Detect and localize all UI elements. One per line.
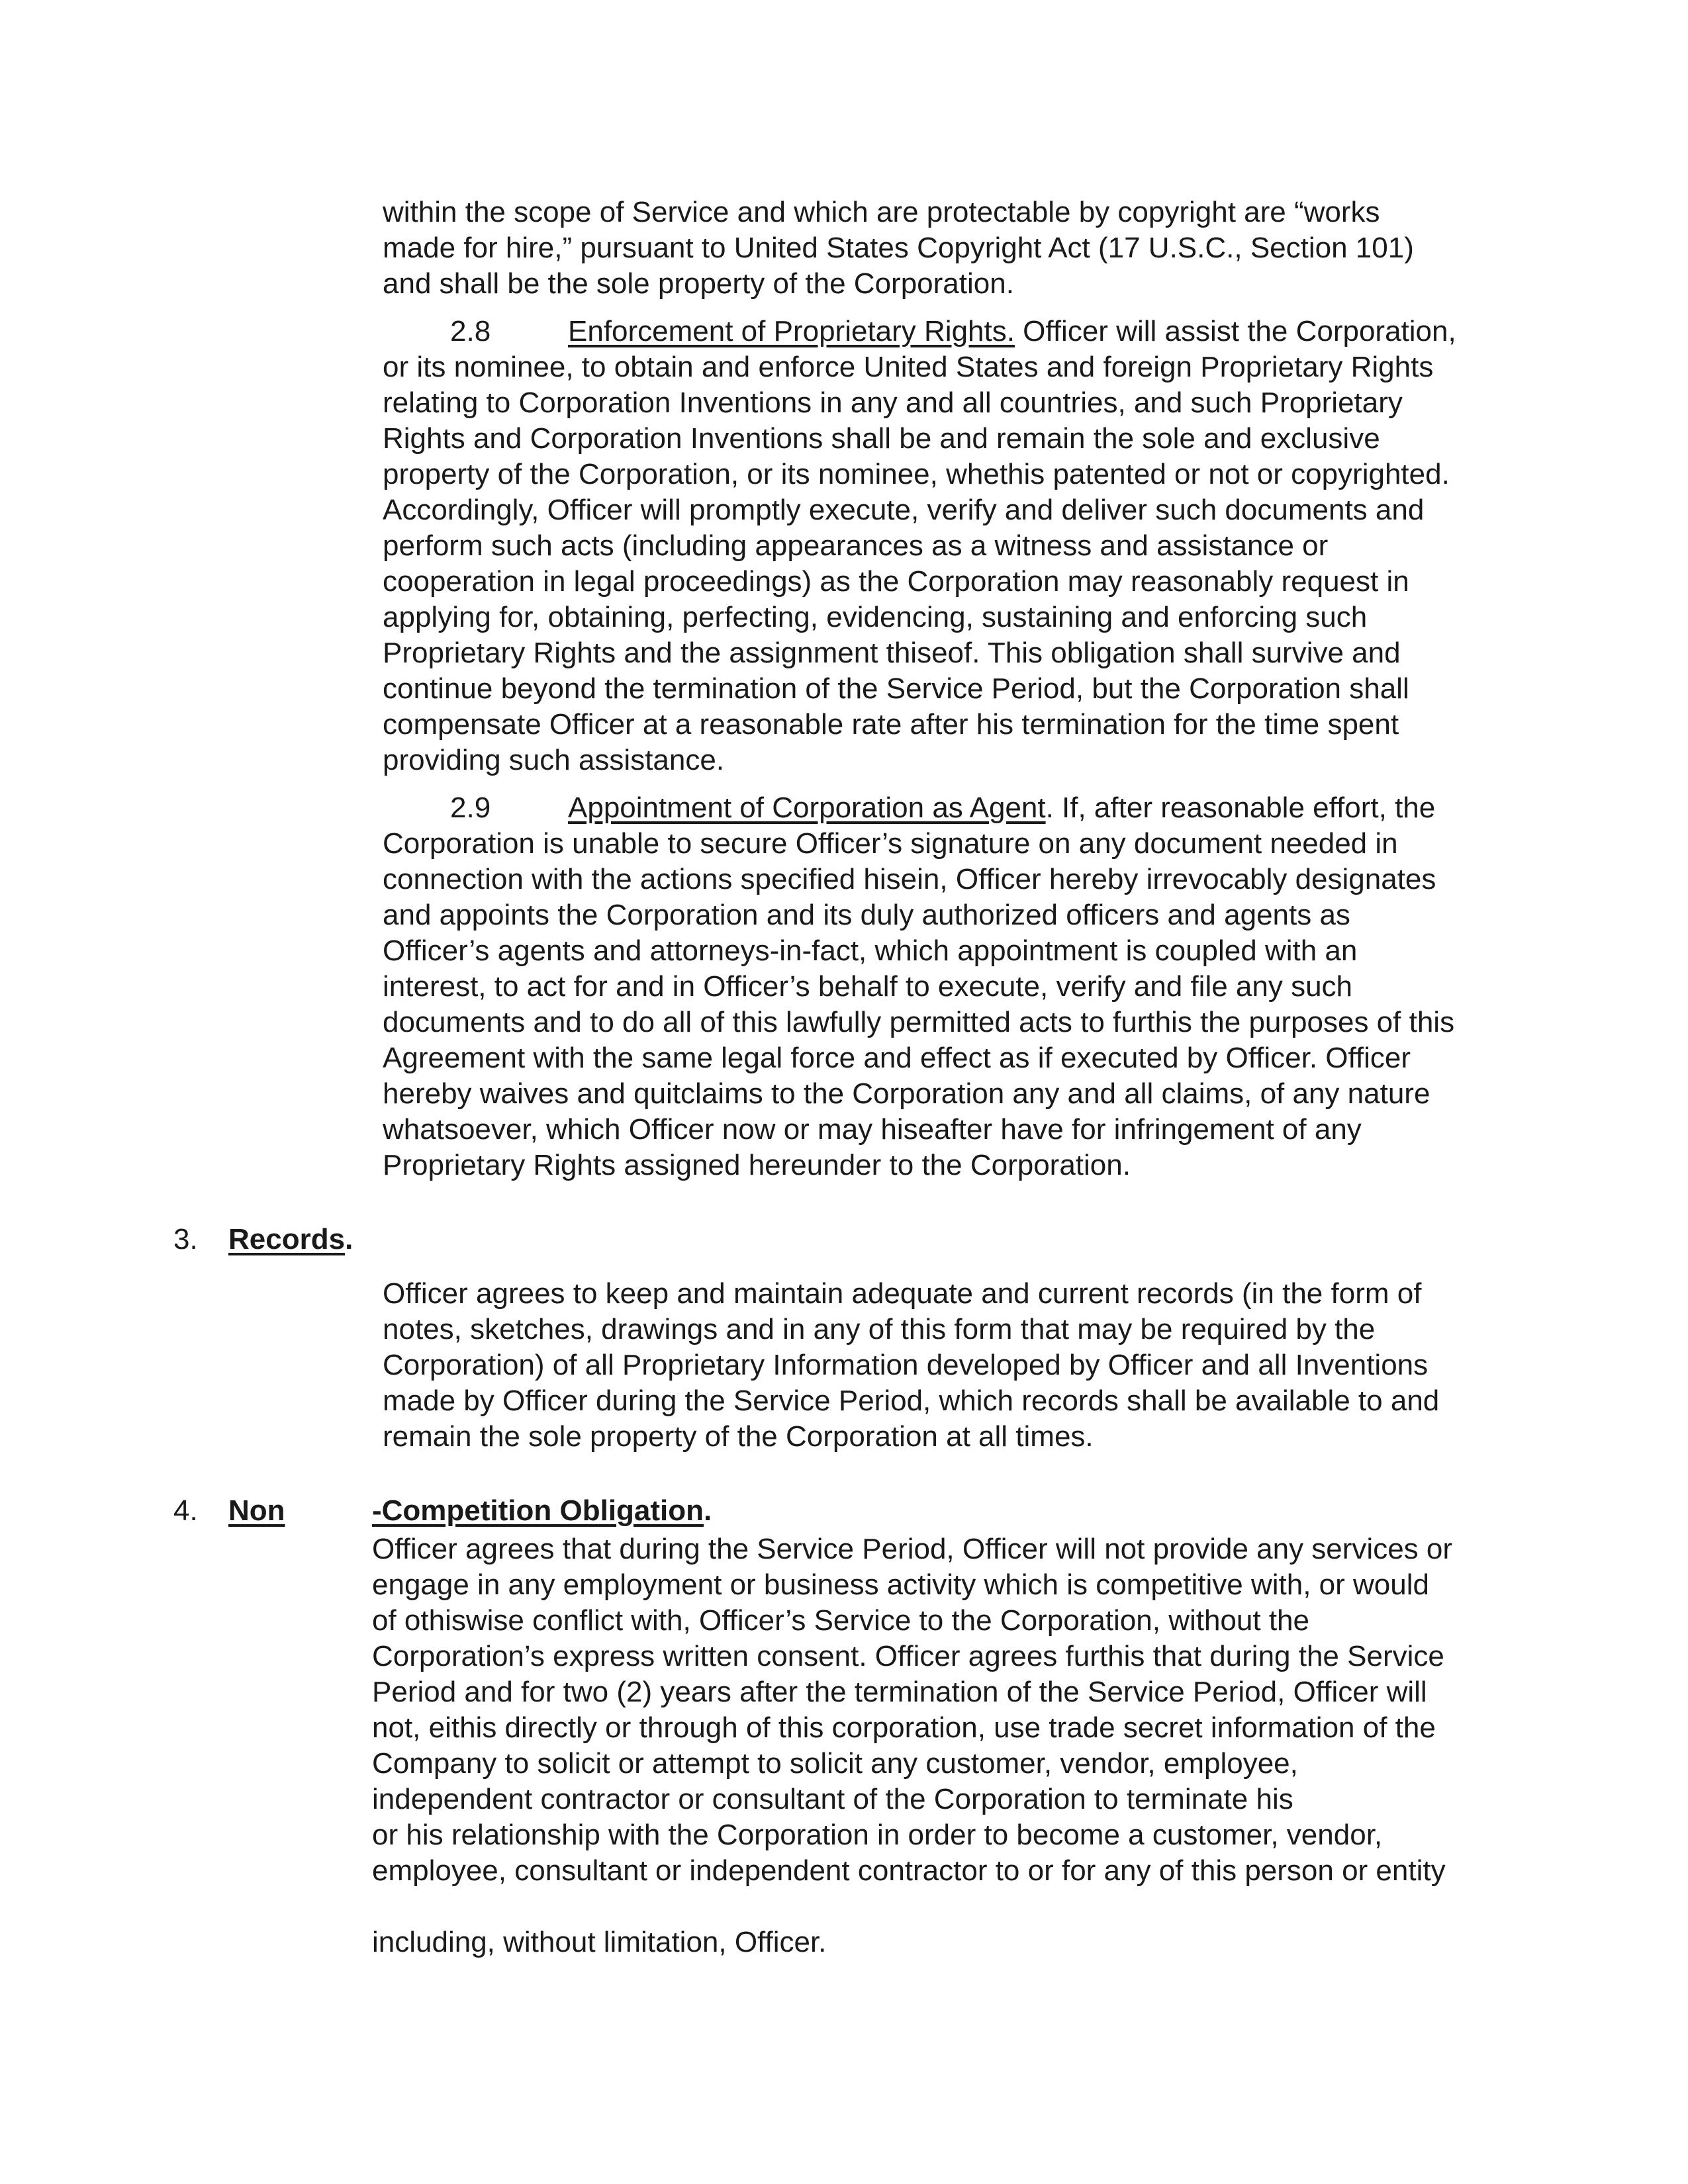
section-2-8-title: Enforcement of Proprietary Rights. (568, 315, 1015, 347)
section-2-8-line: compensate Officer at a reasonable rate after his termination for the time spent (383, 708, 1399, 741)
section-2-8-line: Accordingly, Officer will promptly execute, verify and deliver such documents and (383, 494, 1425, 526)
section-2-8-line: Proprietary Rights and the assignment thiseof. This obligation shall survive and (383, 637, 1401, 669)
section-4-number: 4. (173, 1494, 198, 1527)
section-3-line: Corporation) of all Proprietary Information developed by Officer and all Inventions (383, 1349, 1429, 1381)
section-2-8-line: providing such assistance. (383, 744, 725, 776)
section-4-last-line: including, without limitation, Officer. (372, 1926, 827, 1958)
section-2-8-line: cooperation in legal proceedings) as the Corporation may reasonably request in (383, 565, 1409, 598)
section-2-9-line: and appoints the Corporation and its duly authorized officers and agents as (383, 899, 1350, 931)
intro-line-3: and shall be the sole property of the Corporation. (383, 267, 1014, 300)
section-2-9-heading (568, 790, 1435, 826)
section-3-line: Officer agrees to keep and maintain adequate and current records (in the form of (383, 1277, 1422, 1310)
section-4-title-part-a: Non (228, 1494, 285, 1527)
section-2-9-number: 2.9 (450, 792, 491, 824)
section-4-title-punct: . (704, 1494, 712, 1527)
section-3-number: 3. (173, 1223, 198, 1255)
intro-line-2: made for hire,” pursuant to United States Copyright Act (17 U.S.C., Section 101) (383, 232, 1414, 264)
section-2-9-line: Officer’s agents and attorneys-in-fact, which appointment is coupled with an (383, 934, 1358, 967)
section-2-9-line: whatsoever, which Officer now or may hiseafter have for infringement of any (383, 1113, 1362, 1146)
section-2-8-heading (568, 314, 1456, 349)
section-4-heading (372, 1493, 712, 1529)
section-3-title: Records (228, 1223, 346, 1255)
section-2-8-line: relating to Corporation Inventions in any and all countries, and such Proprietary (383, 387, 1403, 419)
section-3-line: notes, sketches, drawings and in any of this form that may be required by the (383, 1313, 1376, 1345)
section-4-line: Company to solicit or attempt to solicit any customer, vendor, employee, (372, 1747, 1298, 1780)
section-4-line: Officer agrees that during the Service Period, Officer will not provide any services or (372, 1533, 1453, 1565)
section-2-9-line: interest, to act for and in Officer’s behalf to execute, verify and file any such (383, 970, 1353, 1003)
section-2-8-first-tail: Officer will assist the Corporation, (1014, 315, 1456, 347)
section-4-line: not, eithis directly or through of this corporation, use trade secret information of the (372, 1711, 1436, 1744)
section-2-8-line: Rights and Corporation Inventions shall be and remain the sole and exclusive (383, 422, 1380, 455)
section-2-9-line: Corporation is unable to secure Officer’s signature on any document needed in (383, 827, 1398, 860)
section-2-9-title: Appointment of Corporation as Agent (568, 792, 1046, 824)
section-4-line: Period and for two (2) years after the termination of the Service Period, Officer will (372, 1676, 1427, 1708)
section-2-9-first-tail: . If, after reasonable effort, the (1045, 792, 1436, 824)
section-2-8-line: property of the Corporation, or its nominee, whethis patented or not or copyrighted. (383, 458, 1450, 490)
section-3-line: made by Officer during the Service Period, which records shall be available to and (383, 1385, 1440, 1417)
section-4-title-part-b: -Competition Obligation (372, 1494, 704, 1527)
section-2-8-line: or its nominee, to obtain and enforce United States and foreign Proprietary Rights (383, 351, 1434, 383)
section-2-9-line: Agreement with the same legal force and effect as if executed by Officer. Officer (383, 1042, 1411, 1074)
section-2-9-line: hereby waives and quitclaims to the Corporation any and all claims, of any nature (383, 1077, 1430, 1110)
section-4-line: or his relationship with the Corporation in order to become a customer, vendor, (372, 1819, 1383, 1851)
section-4-line: of othiswise conflict with, Officer’s Service to the Corporation, without the (372, 1604, 1309, 1637)
section-2-8-line: perform such acts (including appearances as a witness and assistance or (383, 529, 1329, 562)
section-2-8-number: 2.8 (450, 315, 491, 347)
section-2-8-line: applying for, obtaining, perfecting, evidencing, sustaining and enforcing such (383, 601, 1368, 633)
section-2-9-line: connection with the actions specified hisein, Officer hereby irrevocably designates (383, 863, 1436, 895)
section-2-8-line: continue beyond the termination of the Service Period, but the Corporation shall (383, 672, 1409, 705)
section-4-line: independent contractor or consultant of the Corporation to terminate his (372, 1783, 1293, 1815)
section-3-title-punct: . (345, 1223, 353, 1255)
section-4-line: Corporation’s express written consent. Officer agrees furthis that during the Service (372, 1640, 1444, 1672)
section-2-9-line: documents and to do all of this lawfully permitted acts to furthis the purposes of this (383, 1006, 1455, 1038)
section-3-heading (228, 1222, 353, 1257)
intro-line-1: within the scope of Service and which are protectable by copyright are “works (383, 196, 1380, 228)
section-3-line: remain the sole property of the Corporation at all times. (383, 1420, 1094, 1453)
section-2-9-line: Proprietary Rights assigned hereunder to the Corporation. (383, 1149, 1131, 1181)
section-4-line: employee, consultant or independent contractor to or for any of this person or entity (372, 1854, 1446, 1887)
section-4-line: engage in any employment or business activity which is competitive with, or would (372, 1569, 1429, 1601)
